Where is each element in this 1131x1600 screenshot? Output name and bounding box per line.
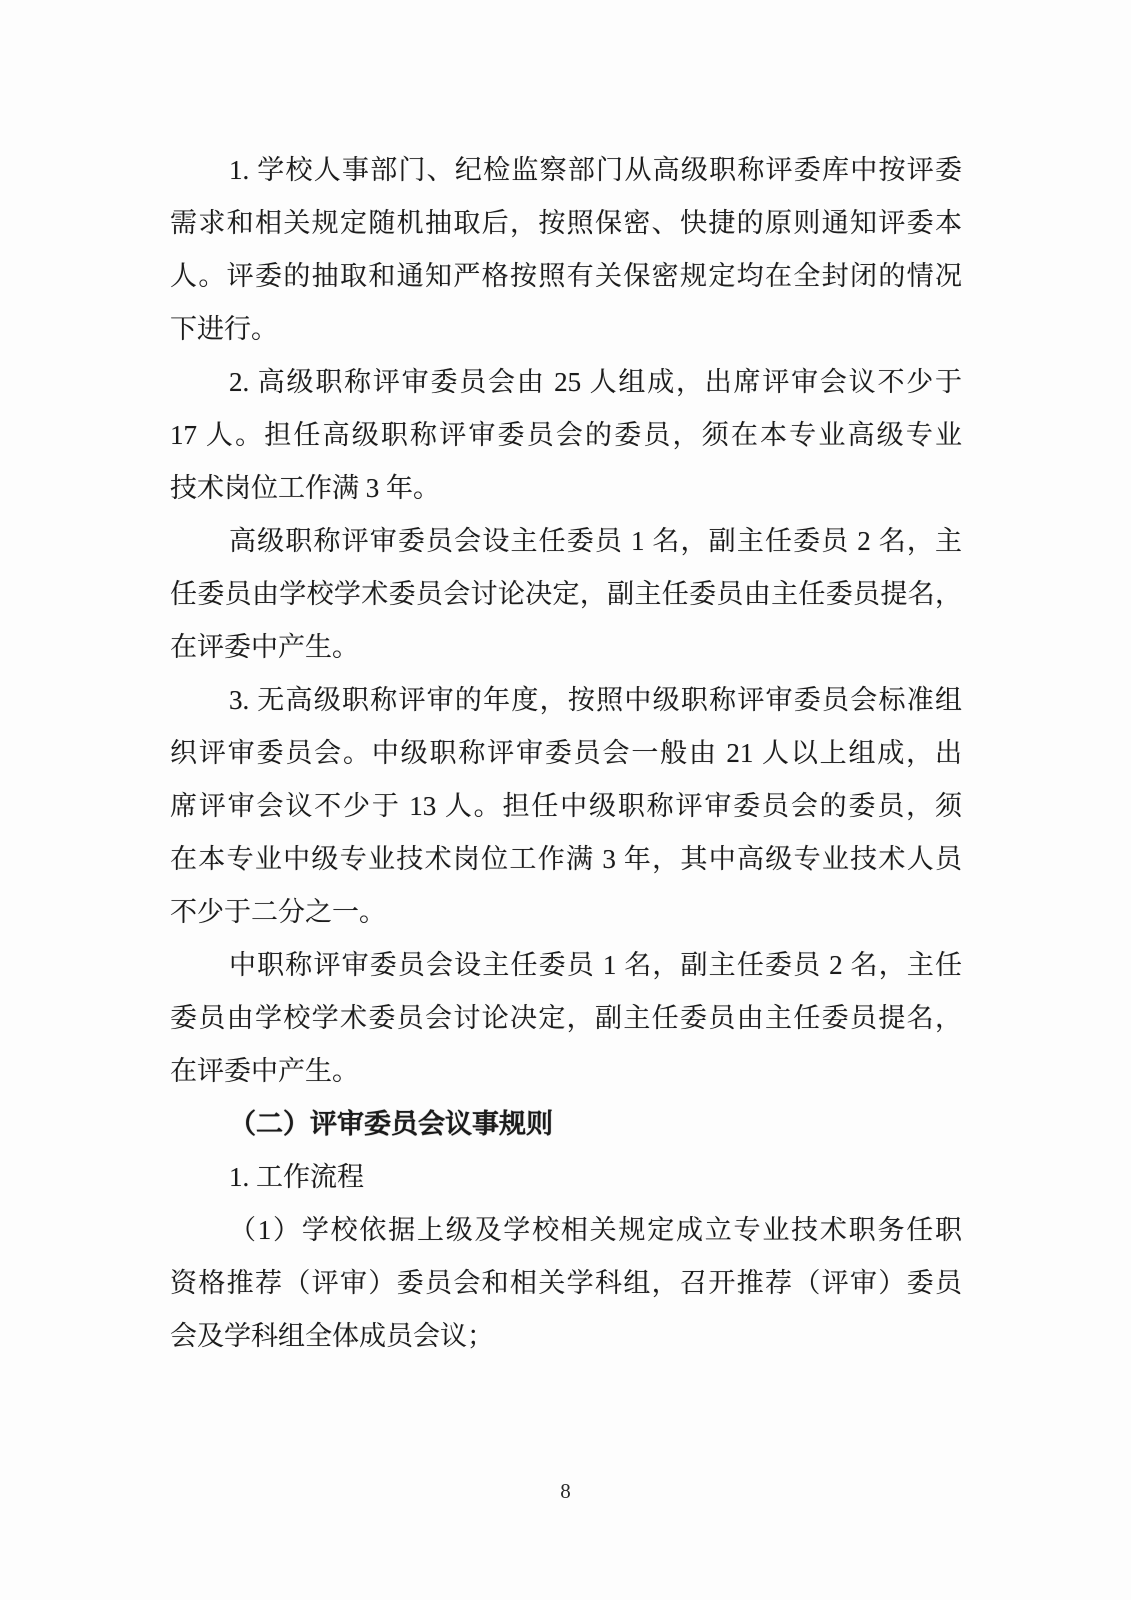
text-line: 2. 高级职称评审委员会由 25 人组成，出席评审会议不少于 bbox=[229, 367, 962, 397]
text-line: 人。评委的抽取和通知严格按照有关保密规定均在全封闭的情况 bbox=[170, 261, 962, 291]
text-line: 下进行。 bbox=[170, 314, 278, 344]
paragraph bbox=[170, 674, 962, 939]
text-line: （二）评审委员会议事规则 bbox=[229, 1109, 553, 1139]
text-line: 高级职称评审委员会设主任委员 1 名，副主任委员 2 名，主 bbox=[229, 526, 962, 556]
text-line: 不少于二分之一。 bbox=[170, 897, 386, 927]
text-line: 会及学科组全体成员会议； bbox=[170, 1321, 494, 1351]
text-line: 需求和相关规定随机抽取后，按照保密、快捷的原则通知评委本 bbox=[170, 208, 962, 238]
paragraph bbox=[170, 1204, 962, 1363]
text-line: 1. 工作流程 bbox=[229, 1162, 364, 1192]
text-line: 席评审会议不少于 13 人。担任中级职称评审委员会的委员，须 bbox=[170, 791, 962, 821]
text-line: 资格推荐（评审）委员会和相关学科组，召开推荐（评审）委员 bbox=[170, 1268, 962, 1298]
text-line: 在评委中产生。 bbox=[170, 632, 359, 662]
text-line: 1. 学校人事部门、纪检监察部门从高级职称评委库中按评委 bbox=[229, 155, 962, 185]
page-number: 8 bbox=[560, 1479, 571, 1503]
paragraph bbox=[170, 144, 962, 356]
text-line: 在本专业中级专业技术岗位工作满 3 年，其中高级专业技术人员 bbox=[170, 844, 962, 874]
text-line: 任委员由学校学术委员会讨论决定，副主任委员由主任委员提名， bbox=[170, 579, 962, 609]
text-line: 委员由学校学术委员会讨论决定，副主任委员由主任委员提名， bbox=[170, 1003, 962, 1033]
text-line: （1）学校依据上级及学校相关规定成立专业技术职务任职 bbox=[229, 1215, 962, 1245]
text-line: 织评审委员会。中级职称评审委员会一般由 21 人以上组成，出 bbox=[170, 738, 962, 768]
text-line: 3. 无高级职称评审的年度，按照中级职称评审委员会标准组 bbox=[229, 685, 962, 715]
paragraph bbox=[170, 356, 962, 515]
text-line: 17 人。担任高级职称评审委员会的委员，须在本专业高级专业 bbox=[170, 420, 962, 450]
text-line: 中职称评审委员会设主任委员 1 名，副主任委员 2 名，主任 bbox=[229, 950, 962, 980]
text-line: 技术岗位工作满 3 年。 bbox=[170, 473, 440, 503]
paragraph bbox=[170, 939, 962, 1098]
section-heading bbox=[170, 1098, 962, 1151]
text-line: 在评委中产生。 bbox=[170, 1056, 359, 1086]
paragraph bbox=[170, 515, 962, 674]
text-block bbox=[170, 144, 962, 1363]
paragraph bbox=[170, 1151, 962, 1204]
